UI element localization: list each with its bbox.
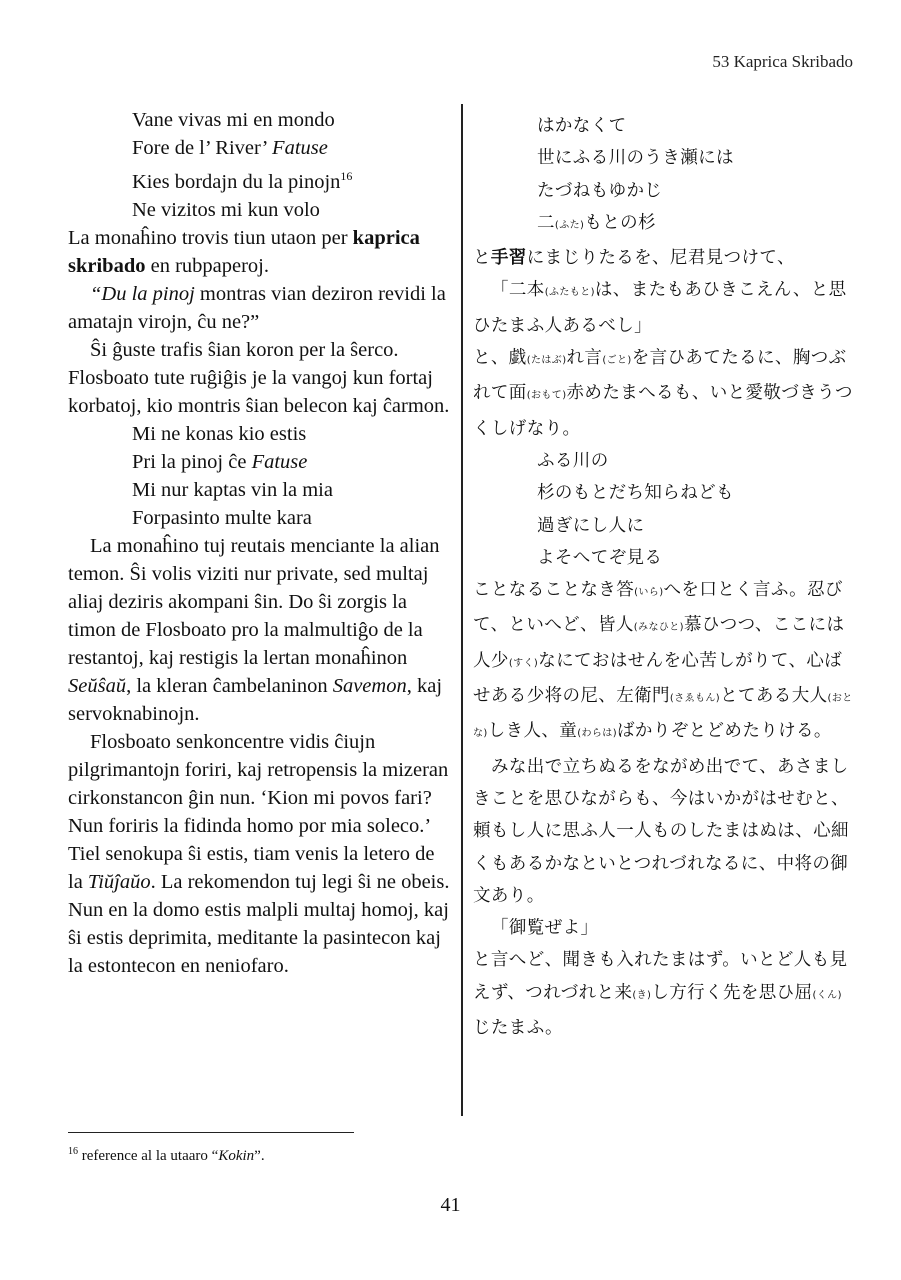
poem-line: よそへてぞ見る xyxy=(537,547,663,568)
verse-line: Fore de l’ River’ Fatuse xyxy=(132,137,328,159)
poem-line: 世にふる川のうき瀬には xyxy=(537,148,734,169)
paragraph: 「御覧ぜよ」 xyxy=(491,918,599,939)
verse-line: Mi nur kaptas vin la mia xyxy=(132,478,333,501)
footnote: $^{16}$ reference al la utaaro “Kokin”. xyxy=(68,1146,265,1164)
footnote-rule xyxy=(68,1132,354,1133)
page-number: 41 xyxy=(440,1194,461,1216)
right-column-japanese xyxy=(473,110,858,1044)
paragraph: 「二本(ふたもと)は、またもあひきこえん、と思ひたまふ人あるべし」 xyxy=(473,280,847,336)
verse-line: Mi ne konas kio estis xyxy=(132,422,307,445)
poem-line: 過ぎにし人に xyxy=(537,515,645,536)
poem-line: ふる川の xyxy=(537,450,609,471)
verse-line: Vane vivas mi en mondo xyxy=(132,109,335,131)
paragraph: みな出で立ちぬるをながめ出でて、あさましきことを思ひながらも、今はいかがはせむと、頼もし人に思ふ人一人ものしたまはぬは、心細くもあるかなといとつれづれなるに、中将の御文あり。 xyxy=(473,756,849,906)
poem-line: はかなくて xyxy=(537,116,627,136)
left-column-esperanto xyxy=(68,106,454,980)
paragraph: Ŝi ĝuste trafis ŝian koron per la ŝerco. Flosboato tute ruĝiĝis je la vangoj kun fortaj korbatoj, kio montris ŝian belecon kaj ĉarmon. xyxy=(68,338,450,417)
paragraph: Flosboato senkoncentre vidis ĉiujn pilgrimantojn foriri, kaj retropensis la mizeran cirkonstancon ĝin nun. ‘Kion mi povos fari? Nun foriris la fidinda homo por mia soleco.’ Tiel senokupa ŝi estis, tiam venis la letero de la Tiŭĵaŭo. La rekomendon tuj legi ŝi ne obeis. Nun en la domo estis malpli multaj homoj, kaj ŝi estis deprimita, meditante la pasintecon kaj la estontecon en neniofaro. xyxy=(68,730,450,977)
paragraph: La monaĥino trovis tiun utaon per kaprica skribado en rubpaperoj. xyxy=(68,226,420,277)
column-divider xyxy=(461,104,463,1116)
paragraph: と、戯(たはぶ)れ言(ごと)を言ひあてたるに、胸つぶれて面(おもて)赤めたまへるも、いと愛敬づきうつくしげなり。 xyxy=(473,348,853,439)
paragraph: と手習にまじりたるを、尼君見つけて、 xyxy=(473,248,795,269)
paragraph: と言へど、聞きも入れたまはず。いとど人も見えず、つれづれと来(き)し方行く先を思ひ屈(くん)じたまふ。 xyxy=(473,950,848,1039)
poem-line: 二(ふた)もとの杉 xyxy=(537,212,656,233)
footnote-number: 16 xyxy=(68,1146,78,1157)
verse-line: Forpasinto multe kara xyxy=(132,506,312,529)
poem-line: 杉のもとだち知らねども xyxy=(537,483,734,504)
paragraph: “Du la pinoj montras vian deziron revidi la amatajn virojn, ĉu ne?” xyxy=(68,282,446,333)
paragraph: La monaĥino tuj reutais menciante la alian temon. Ŝi volis viziti nur private, sed multaj aliaj deziris akompani ŝin. Do ŝi zorgis la timon de Flosboato pro la malmultiĝo de la restantoj, kaj restigis la lertan monaĥinon Seŭŝaŭ, la kleran ĉambelaninon Savemon, kaj servoknabinojn. xyxy=(68,534,443,725)
verse-line: Ne vizitos mi kun volo xyxy=(132,198,320,221)
footnote-ref[interactable]: 16 xyxy=(340,169,353,183)
paragraph: ことなることなき答(いら)へを口とく言ふ。忍びて、といへど、皆人(みなひと)慕ひつつ、ここには人少(すく)なにておはせんを心苦しがりて、心ばせある少将の尼、左衛門(さゑもん)とてある大人(おとな)しき人、童(わらは)ばかりぞとどめたりける。 xyxy=(473,580,853,742)
running-header: 53 Kaprica Skribado xyxy=(712,52,853,71)
poem-line: たづねもゆかじ xyxy=(537,180,663,201)
verse-line: Kies bordajn du la pinojn$^{16}$ xyxy=(132,169,353,193)
verse-line: Pri la pinoj ĉe Fatuse xyxy=(132,450,308,473)
